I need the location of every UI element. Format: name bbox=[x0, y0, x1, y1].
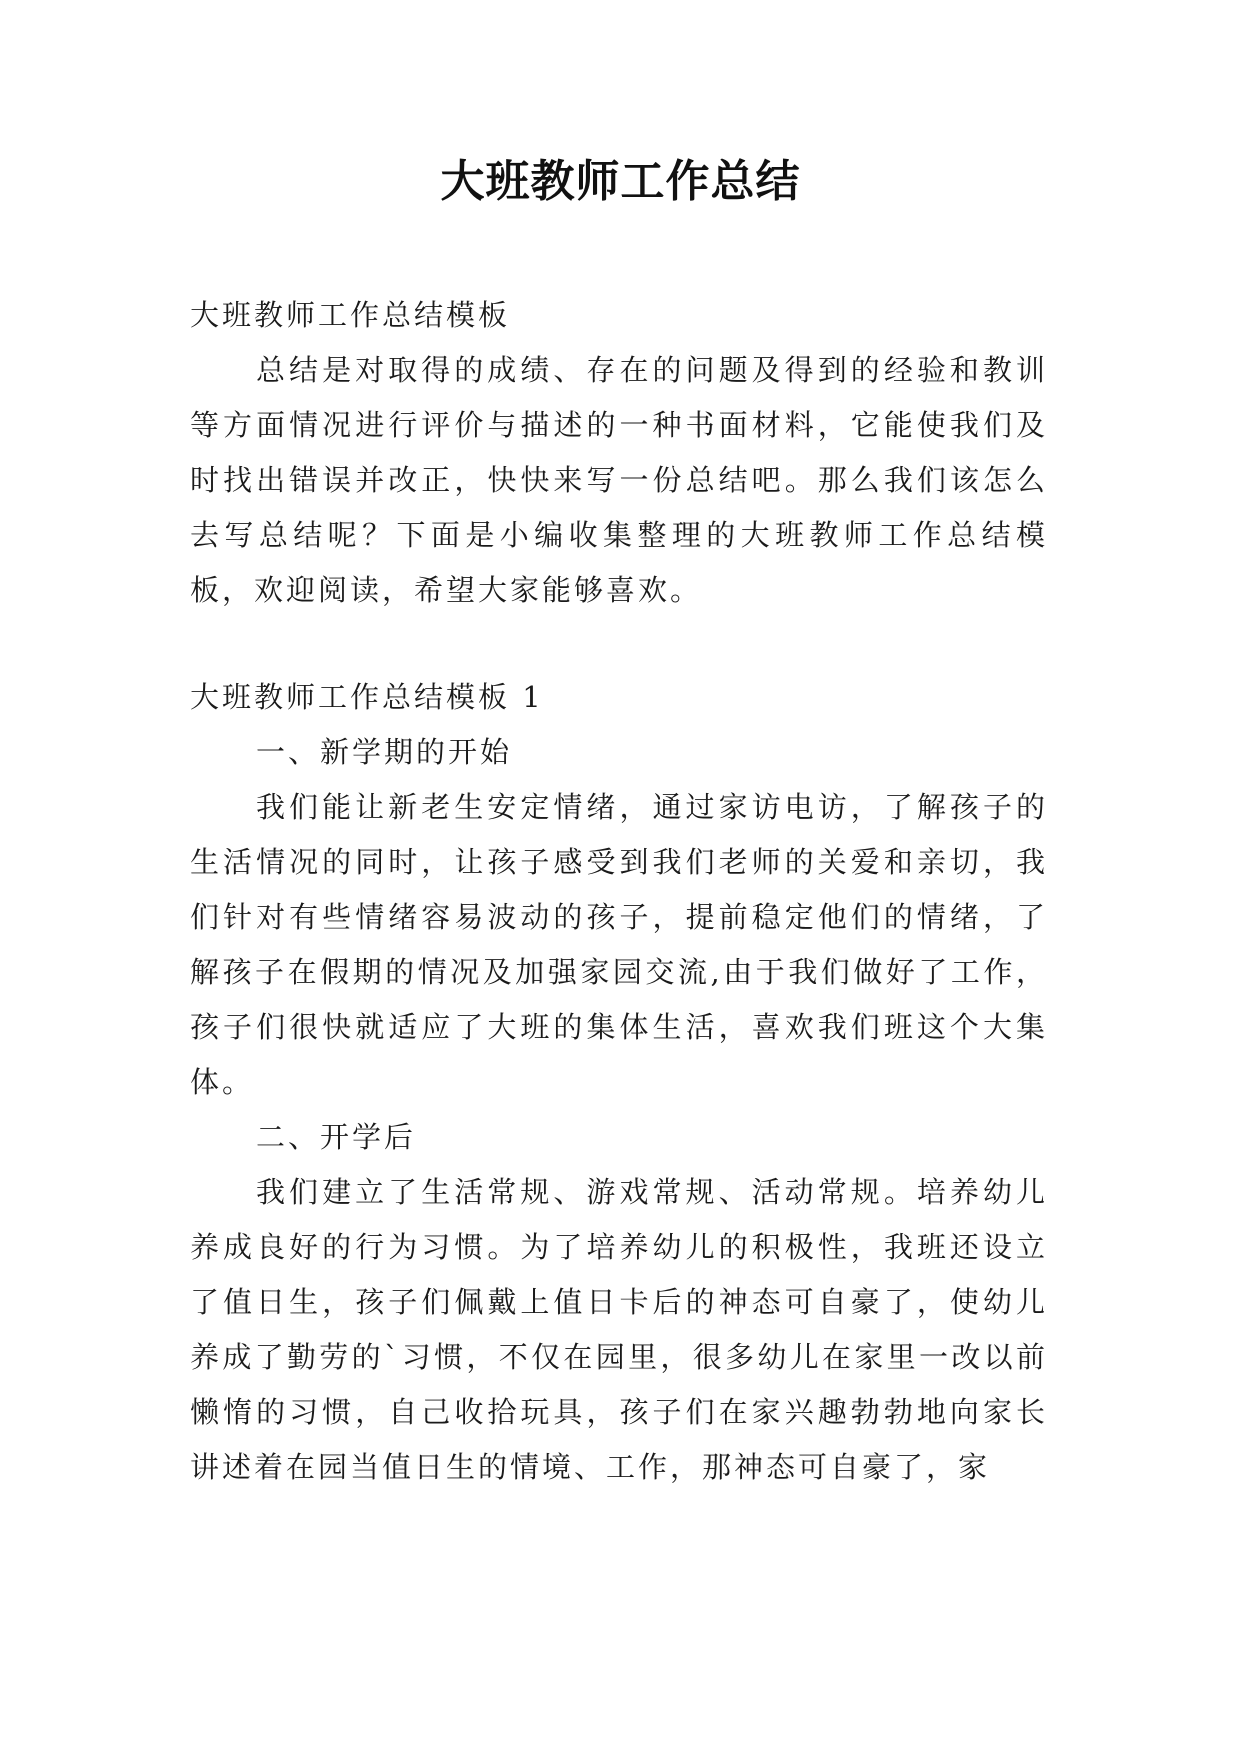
section-heading: 大班教师工作总结模板 1 bbox=[190, 680, 544, 714]
part2-paragraph: 我们建立了生活常规、游戏常规、活动常规。培养幼儿养成良好的行为习惯。为了培养幼儿的积极性，我班还设立了值日生，孩子们佩戴上值日卡后的神态可自豪了，使幼儿养成了勤劳的`习惯，不仅在园里，很多幼儿在家里一改以前懒惰的习惯，自己收拾玩具，孩子们在家兴趣勃勃地向家长讲述着在园当值日生的情境、工作，那神态可自豪了，家 bbox=[190, 1175, 1048, 1484]
part1-heading: 一、新学期的开始 bbox=[256, 735, 513, 769]
document-subtitle: 大班教师工作总结模板 bbox=[190, 298, 511, 332]
document-body bbox=[190, 288, 1048, 1495]
part1-paragraph: 我们能让新老生安定情绪，通过家访电访，了解孩子的生活情况的同时，让孩子感受到我们老师的关爱和亲切，我们针对有些情绪容易波动的孩子，提前稳定他们的情绪，了解孩子在假期的情况及加强家园交流,由于我们做好了工作，孩子们很快就适应了大班的集体生活，喜欢我们班这个大集体。 bbox=[190, 790, 1048, 1099]
part2-heading: 二、开学后 bbox=[256, 1120, 417, 1154]
intro-paragraph: 总结是对取得的成绩、存在的问题及得到的经验和教训等方面情况进行评价与描述的一种书面材料，它能使我们及时找出错误并改正，快快来写一份总结吧。那么我们该怎么去写总结呢？下面是小编收集整理的大班教师工作总结模板，欢迎阅读，希望大家能够喜欢。 bbox=[190, 353, 1048, 607]
document-title: 大班教师工作总结 bbox=[440, 156, 801, 207]
